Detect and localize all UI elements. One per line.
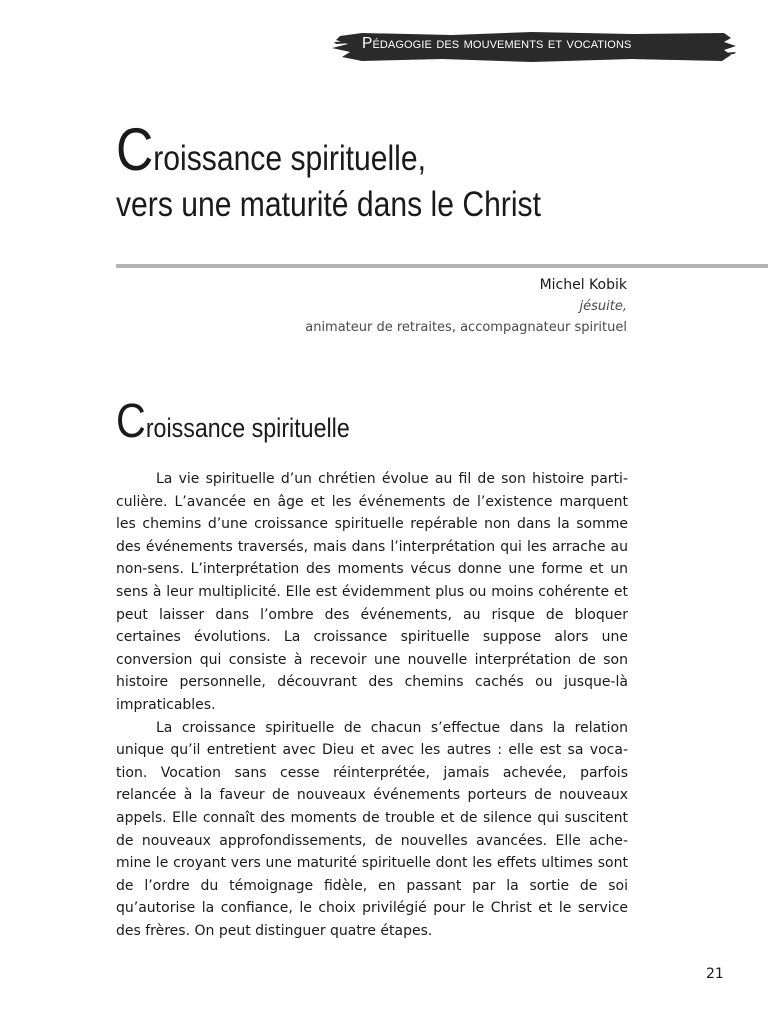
title-divider bbox=[116, 264, 768, 268]
title-line-1-text: roissance spirituelle, bbox=[153, 139, 426, 178]
paragraph: La vie spirituelle d’un chrétien évolue au fil de son histoire particulière. L’avancée en âge et les événements de l’existence marquent les chemins d’une croissance spirituelle repérable non dans la somme des événements traversés, mais dans l’interprétation qui les arrache au non-sens. L’interprétation des moments vécus donne une forme et un sens à leur multiplicité. Elle est évidemment plus ou moins cohérente et peut laisser dans l’ombre des événements, au risque de bloquer certaines évolutions. La croissance spirituelle suppose alors une conversion qui consiste à recevoir une nouvelle interprétation de son histoire personnelle, découvrant des chemins cachés ou jusque-là impraticables. bbox=[116, 471, 628, 713]
article-title-line-1 bbox=[116, 116, 541, 183]
article-title bbox=[116, 116, 610, 227]
section-heading bbox=[116, 394, 350, 449]
author-role: jésuite, bbox=[579, 299, 627, 314]
page-number: 21 bbox=[706, 966, 724, 982]
body-text bbox=[116, 468, 628, 942]
running-title: Pédagogie des mouvements et vocations bbox=[362, 35, 632, 52]
title-drop-initial: C bbox=[116, 116, 154, 183]
author-block bbox=[305, 275, 627, 338]
section-heading-text: roissance spirituelle bbox=[145, 413, 350, 443]
running-header-banner bbox=[332, 30, 736, 64]
author-name: Michel Kobik bbox=[539, 277, 627, 293]
article-title-line-2: vers une maturité dans le Christ bbox=[116, 185, 541, 224]
author-description: animateur de retraites, accompagnateur spirituel bbox=[305, 320, 627, 335]
section-drop-initial: C bbox=[116, 395, 146, 448]
paragraph: La croissance spirituelle de chacun s’effectue dans la relation unique qu’il entretient avec Dieu et avec les autres : elle est sa vocation. Vocation sans cesse réinterprétée, jamais achevée, parfois relancée à la faveur de nouveaux événements porteurs de nouveaux appels. Elle connaît des moments de trouble et de silence qui suscitent de nouveaux approfondissements, de nouvelles avancées. Elle achemine le croyant vers une maturité spirituelle dont les effets ultimes sont de l’ordre du témoignage fidèle, en passant par la sortie de soi qu’autorise la confiance, le choix privilégié pour le Christ et le service des frères. On peut distinguer quatre étapes. bbox=[116, 719, 628, 939]
